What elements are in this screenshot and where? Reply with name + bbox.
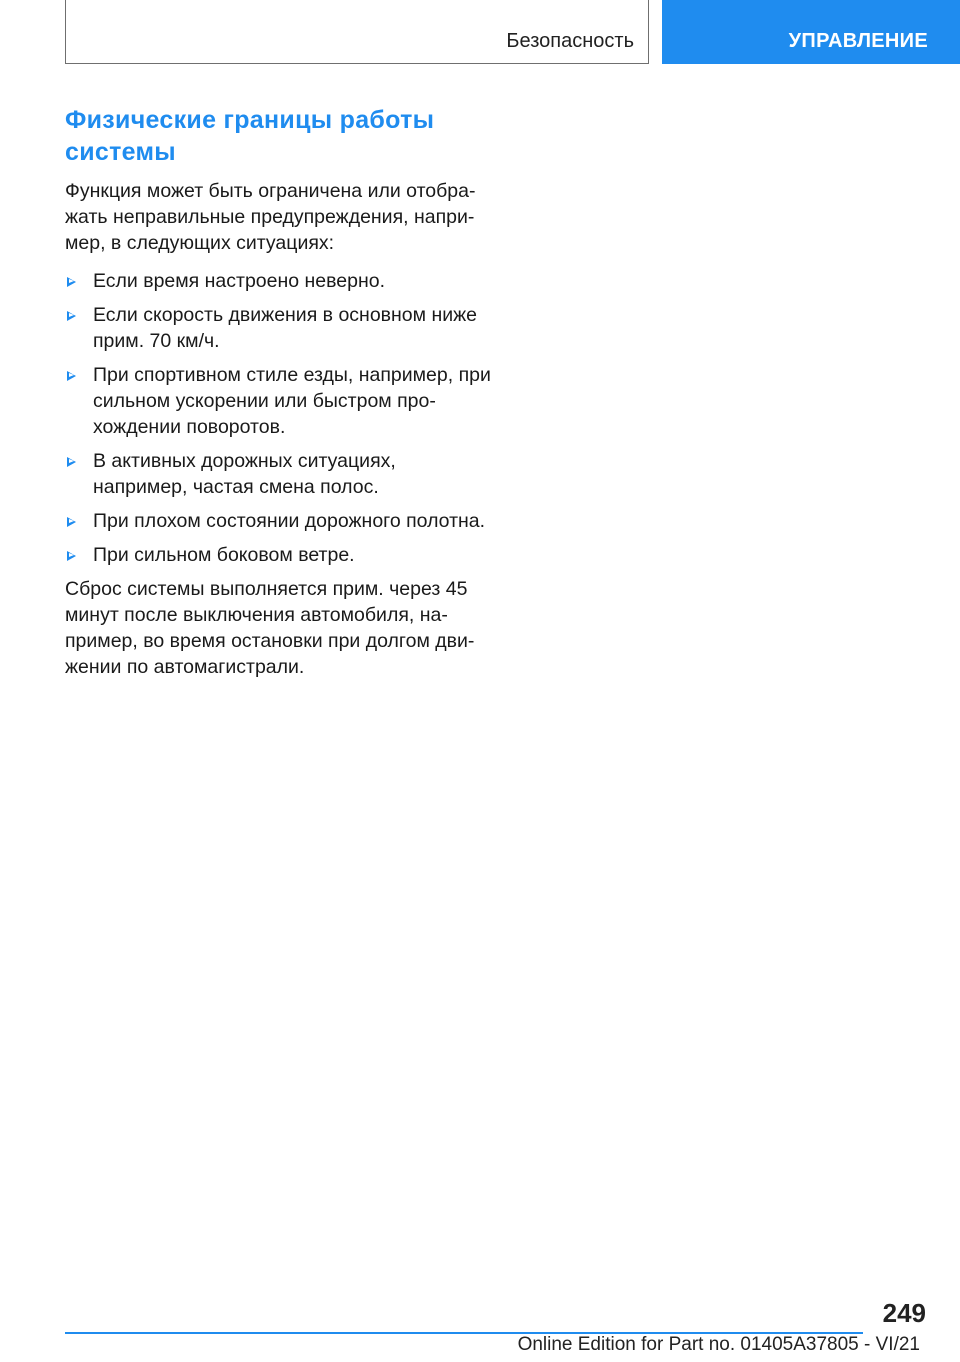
header-section-box [65,0,649,64]
header-section-label: Безопасность [506,30,634,52]
list-item-text: В активных дорожных ситуациях, например, частая смена полос. [93,450,396,498]
list-item-text: Если время настроено неверно. [93,270,385,292]
list-item-text: При сильном боковом ветре. [93,544,355,566]
list-item-text: При спортивном стиле езды, например, при сильном ускорении или быстром прохождении поворотов. [93,364,491,438]
header-chapter-tab [662,0,960,64]
list-item [65,302,495,354]
list-item [65,448,495,500]
list-item [65,268,495,294]
page-number: 249 [882,1298,926,1328]
main-content [65,104,495,692]
page-title: Физические границы работы системы [65,106,435,166]
triangle-bullet-icon [67,371,76,381]
triangle-bullet-icon [67,517,76,527]
footer-edition-text: Online Edition for Part no. 01405A37805 - VI/21 [517,1334,920,1355]
list-item [65,508,495,534]
bullet-list [65,268,495,568]
list-item [65,542,495,568]
triangle-bullet-icon [67,457,76,467]
intro-paragraph: Функция может быть ограничена или отображать неправильные предупреждения, например, в следующих ситуациях: [65,180,476,254]
triangle-bullet-icon [67,277,76,287]
header-chapter-label: УПРАВЛЕНИЕ [788,30,928,52]
list-item [65,362,495,440]
list-item-text: При плохом состоянии дорожного полотна. [93,510,486,532]
triangle-bullet-icon [67,551,76,561]
list-item-text: Если скорость движения в основном ниже прим. 70 км/ч. [93,304,478,352]
outro-paragraph: Сброс системы выполняется прим. через 45 минут после выключения автомобиля, например, во время остановки при долгом движении по автомагистрали. [65,578,475,678]
triangle-bullet-icon [67,311,76,321]
